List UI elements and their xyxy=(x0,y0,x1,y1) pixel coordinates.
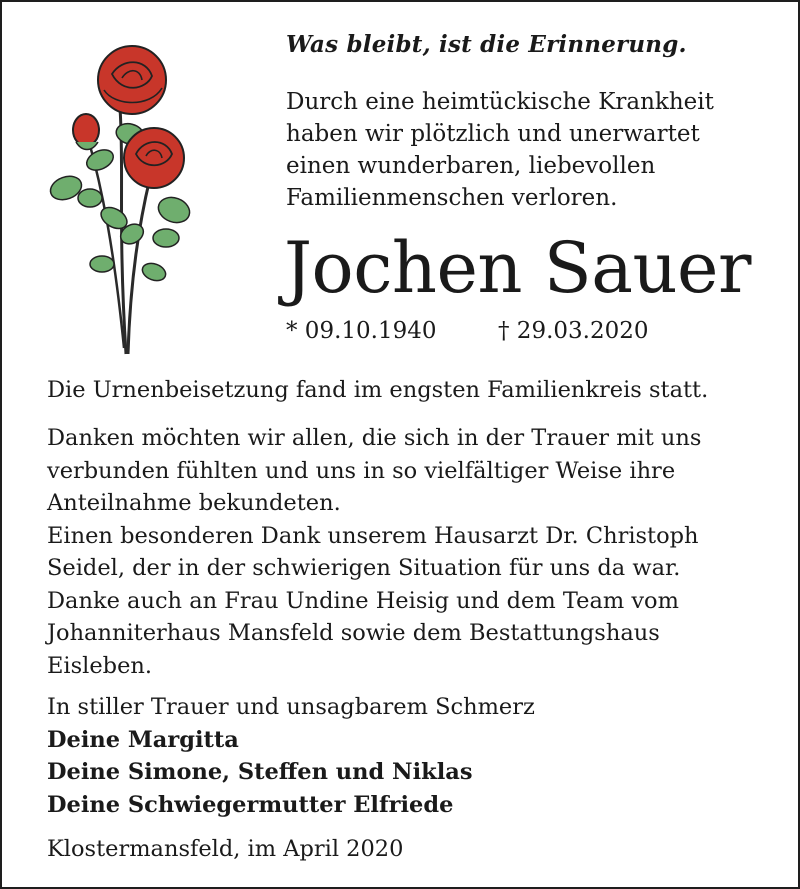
thanks-line: Eisleben. xyxy=(47,652,153,679)
mourner-name: Deine Schwiegermutter Elfriede xyxy=(47,791,454,818)
thanks-line: Einen besonderen Dank unserem Hausarzt Dr. Christoph xyxy=(47,522,699,549)
urn-line: Die Urnenbeisetzung fand im engsten Familienkreis statt. xyxy=(47,377,709,403)
mourners-signoff xyxy=(47,691,767,821)
thanks-line: Johanniterhaus Mansfeld sowie dem Bestattungshaus xyxy=(47,620,660,646)
intro-line: Durch eine heimtückische Krankheit xyxy=(286,89,714,115)
intro-text xyxy=(286,86,766,214)
intro-line: einen wunderbaren, liebevollen xyxy=(286,153,656,179)
death-date: † 29.03.2020 xyxy=(498,318,649,344)
mourner-name: Deine Margitta xyxy=(47,726,239,753)
thanks-line: Seidel, der in der schwierigen Situation für uns da war. xyxy=(47,555,681,581)
place-date xyxy=(47,833,767,866)
birth-date: * 09.10.1940 xyxy=(286,318,437,344)
mourner-name: Deine Simone, Steffen und Niklas xyxy=(47,759,473,785)
intro-line: Familienmenschen verloren. xyxy=(286,185,618,211)
intro-line: haben wir plötzlich und unerwartet xyxy=(286,121,700,147)
roses-illustration xyxy=(42,38,202,358)
thanks-line: Danke auch an Frau Undine Heisig und dem Team vom xyxy=(47,587,679,614)
mourning-line: In stiller Trauer und unsagbarem Schmerz xyxy=(47,694,535,720)
place-date-line: Klostermansfeld, im April 2020 xyxy=(47,836,404,862)
thanks-line: Danken möchten wir allen, die sich in der Trauer mit uns xyxy=(47,425,702,451)
thanks-line: Anteilnahme bekundeten. xyxy=(47,490,341,516)
deceased-name: Jochen Sauer xyxy=(284,227,751,309)
urn-notice xyxy=(47,374,767,407)
thanks-text xyxy=(47,422,767,682)
motto: Was bleibt, ist die Erinnerung. xyxy=(286,31,687,58)
thanks-line: verbunden fühlten und uns in so vielfältiger Weise ihre xyxy=(47,457,676,484)
